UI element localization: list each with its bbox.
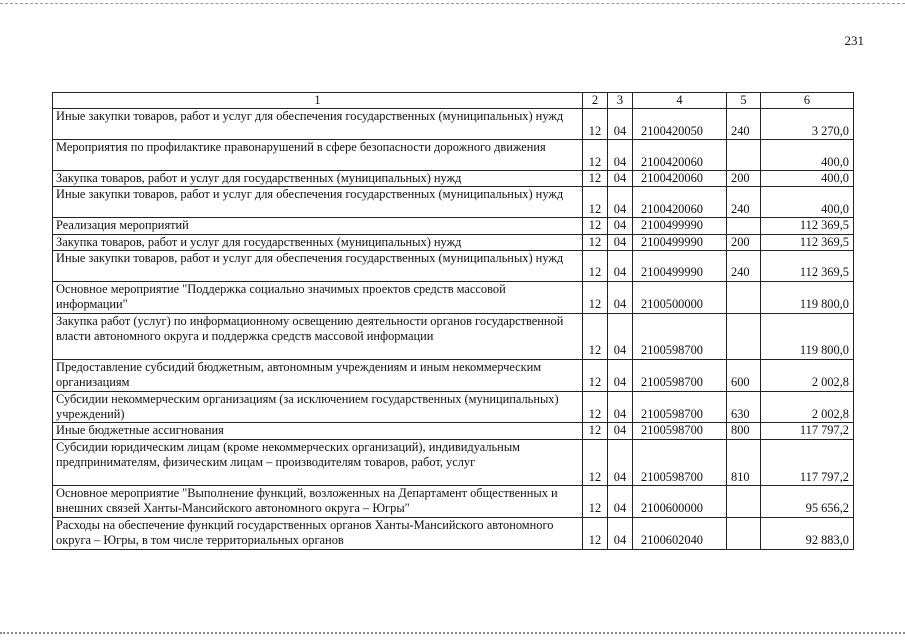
table-header-row <box>53 93 854 109</box>
row-section-code: 12 <box>583 391 608 423</box>
row-subsection-code: 04 <box>608 251 633 282</box>
row-target-code: 2100598700 <box>633 423 727 439</box>
row-expense-type: 200 <box>727 234 761 250</box>
row-amount: 92 883,0 <box>761 517 854 549</box>
row-subsection-code: 04 <box>608 423 633 439</box>
row-amount: 112 369,5 <box>761 218 854 234</box>
row-subsection-code: 04 <box>608 391 633 423</box>
row-amount: 119 800,0 <box>761 313 854 359</box>
row-expense-type: 600 <box>727 359 761 391</box>
row-expense-type: 800 <box>727 423 761 439</box>
row-amount: 2 002,8 <box>761 391 854 423</box>
row-subsection-code: 04 <box>608 109 633 140</box>
row-target-code: 2100499990 <box>633 251 727 282</box>
row-subsection-code: 04 <box>608 171 633 187</box>
row-target-code: 2100420060 <box>633 171 727 187</box>
row-name: Иные бюджетные ассигнования <box>53 423 583 439</box>
row-expense-type <box>727 313 761 359</box>
row-target-code: 2100420060 <box>633 140 727 171</box>
row-amount: 2 002,8 <box>761 359 854 391</box>
row-subsection-code: 04 <box>608 486 633 518</box>
scan-edge-bottom <box>0 632 905 634</box>
row-amount: 117 797,2 <box>761 439 854 485</box>
row-section-code: 12 <box>583 171 608 187</box>
table-row <box>53 109 854 140</box>
row-subsection-code: 04 <box>608 313 633 359</box>
row-name: Субсидии юридическим лицам (кроме некоммерческих организаций), индивидуальным предпринимателям, физическим лицам – производителям товаров, работ, услуг <box>53 439 583 485</box>
row-subsection-code: 04 <box>608 359 633 391</box>
row-expense-type <box>727 281 761 313</box>
header-col-4: 4 <box>633 93 727 109</box>
row-name: Реализация мероприятий <box>53 218 583 234</box>
header-col-2: 2 <box>583 93 608 109</box>
row-amount: 95 656,2 <box>761 486 854 518</box>
row-amount: 112 369,5 <box>761 251 854 282</box>
scan-edge-top <box>0 3 905 4</box>
row-section-code: 12 <box>583 187 608 218</box>
row-amount: 400,0 <box>761 187 854 218</box>
row-amount: 117 797,2 <box>761 423 854 439</box>
row-expense-type <box>727 218 761 234</box>
table-row <box>53 251 854 282</box>
row-target-code: 2100600000 <box>633 486 727 518</box>
row-subsection-code: 04 <box>608 439 633 485</box>
row-target-code: 2100420060 <box>633 187 727 218</box>
row-target-code: 2100499990 <box>633 234 727 250</box>
row-target-code: 2100598700 <box>633 359 727 391</box>
row-name: Субсидии некоммерческим организациям (за исключением государственных (муниципальных) учреждений) <box>53 391 583 423</box>
row-expense-type: 630 <box>727 391 761 423</box>
row-amount: 3 270,0 <box>761 109 854 140</box>
row-section-code: 12 <box>583 109 608 140</box>
row-name: Основное мероприятие "Поддержка социально значимых проектов средств массовой информации" <box>53 281 583 313</box>
row-name: Иные закупки товаров, работ и услуг для обеспечения государственных (муниципальных) нужд <box>53 109 583 140</box>
row-name: Предоставление субсидий бюджетным, автономным учреждениям и иным некоммерческим организациям <box>53 359 583 391</box>
row-expense-type: 200 <box>727 171 761 187</box>
row-section-code: 12 <box>583 439 608 485</box>
row-expense-type <box>727 517 761 549</box>
header-col-6: 6 <box>761 93 854 109</box>
table-row <box>53 218 854 234</box>
row-subsection-code: 04 <box>608 517 633 549</box>
table-row <box>53 486 854 518</box>
row-target-code: 2100598700 <box>633 439 727 485</box>
row-target-code: 2100602040 <box>633 517 727 549</box>
table-row <box>53 234 854 250</box>
table-row <box>53 517 854 549</box>
row-expense-type: 810 <box>727 439 761 485</box>
table-row <box>53 313 854 359</box>
row-name: Расходы на обеспечение функций государственных органов Ханты-Мансийского автономного округа – Югры, в том числе территориальных органов <box>53 517 583 549</box>
row-subsection-code: 04 <box>608 234 633 250</box>
row-section-code: 12 <box>583 486 608 518</box>
row-expense-type <box>727 486 761 518</box>
table-row <box>53 439 854 485</box>
table-row <box>53 187 854 218</box>
row-amount: 400,0 <box>761 140 854 171</box>
row-name: Мероприятия по профилактике правонарушений в сфере безопасности дорожного движения <box>53 140 583 171</box>
row-amount: 119 800,0 <box>761 281 854 313</box>
row-name: Закупка работ (услуг) по информационному освещению деятельности органов государственной власти автономного округа и поддержка средств массовой информации <box>53 313 583 359</box>
row-section-code: 12 <box>583 359 608 391</box>
row-target-code: 2100500000 <box>633 281 727 313</box>
row-name: Закупка товаров, работ и услуг для государственных (муниципальных) нужд <box>53 171 583 187</box>
row-subsection-code: 04 <box>608 281 633 313</box>
page-number: 231 <box>844 33 864 48</box>
row-subsection-code: 04 <box>608 218 633 234</box>
row-expense-type: 240 <box>727 109 761 140</box>
row-name: Иные закупки товаров, работ и услуг для обеспечения государственных (муниципальных) нужд <box>53 187 583 218</box>
row-section-code: 12 <box>583 140 608 171</box>
row-section-code: 12 <box>583 251 608 282</box>
table-row <box>53 391 854 423</box>
row-name: Закупка товаров, работ и услуг для государственных (муниципальных) нужд <box>53 234 583 250</box>
row-amount: 400,0 <box>761 171 854 187</box>
row-section-code: 12 <box>583 517 608 549</box>
header-col-1: 1 <box>53 93 583 109</box>
table-row <box>53 171 854 187</box>
row-target-code: 2100598700 <box>633 313 727 359</box>
row-expense-type: 240 <box>727 251 761 282</box>
budget-table <box>52 92 854 550</box>
row-name: Основное мероприятие "Выполнение функций, возложенных на Департамент общественных и внешних связей Ханты-Мансийского автономного округа – Югры" <box>53 486 583 518</box>
header-col-5: 5 <box>727 93 761 109</box>
table-row <box>53 140 854 171</box>
row-section-code: 12 <box>583 423 608 439</box>
table-row <box>53 423 854 439</box>
row-target-code: 2100598700 <box>633 391 727 423</box>
row-section-code: 12 <box>583 313 608 359</box>
row-section-code: 12 <box>583 218 608 234</box>
table-row <box>53 359 854 391</box>
row-name: Иные закупки товаров, работ и услуг для обеспечения государственных (муниципальных) нужд <box>53 251 583 282</box>
row-subsection-code: 04 <box>608 140 633 171</box>
row-section-code: 12 <box>583 281 608 313</box>
row-expense-type <box>727 140 761 171</box>
row-expense-type: 240 <box>727 187 761 218</box>
row-target-code: 2100499990 <box>633 218 727 234</box>
header-col-3: 3 <box>608 93 633 109</box>
row-subsection-code: 04 <box>608 187 633 218</box>
row-amount: 112 369,5 <box>761 234 854 250</box>
table-row <box>53 281 854 313</box>
row-section-code: 12 <box>583 234 608 250</box>
row-target-code: 2100420050 <box>633 109 727 140</box>
